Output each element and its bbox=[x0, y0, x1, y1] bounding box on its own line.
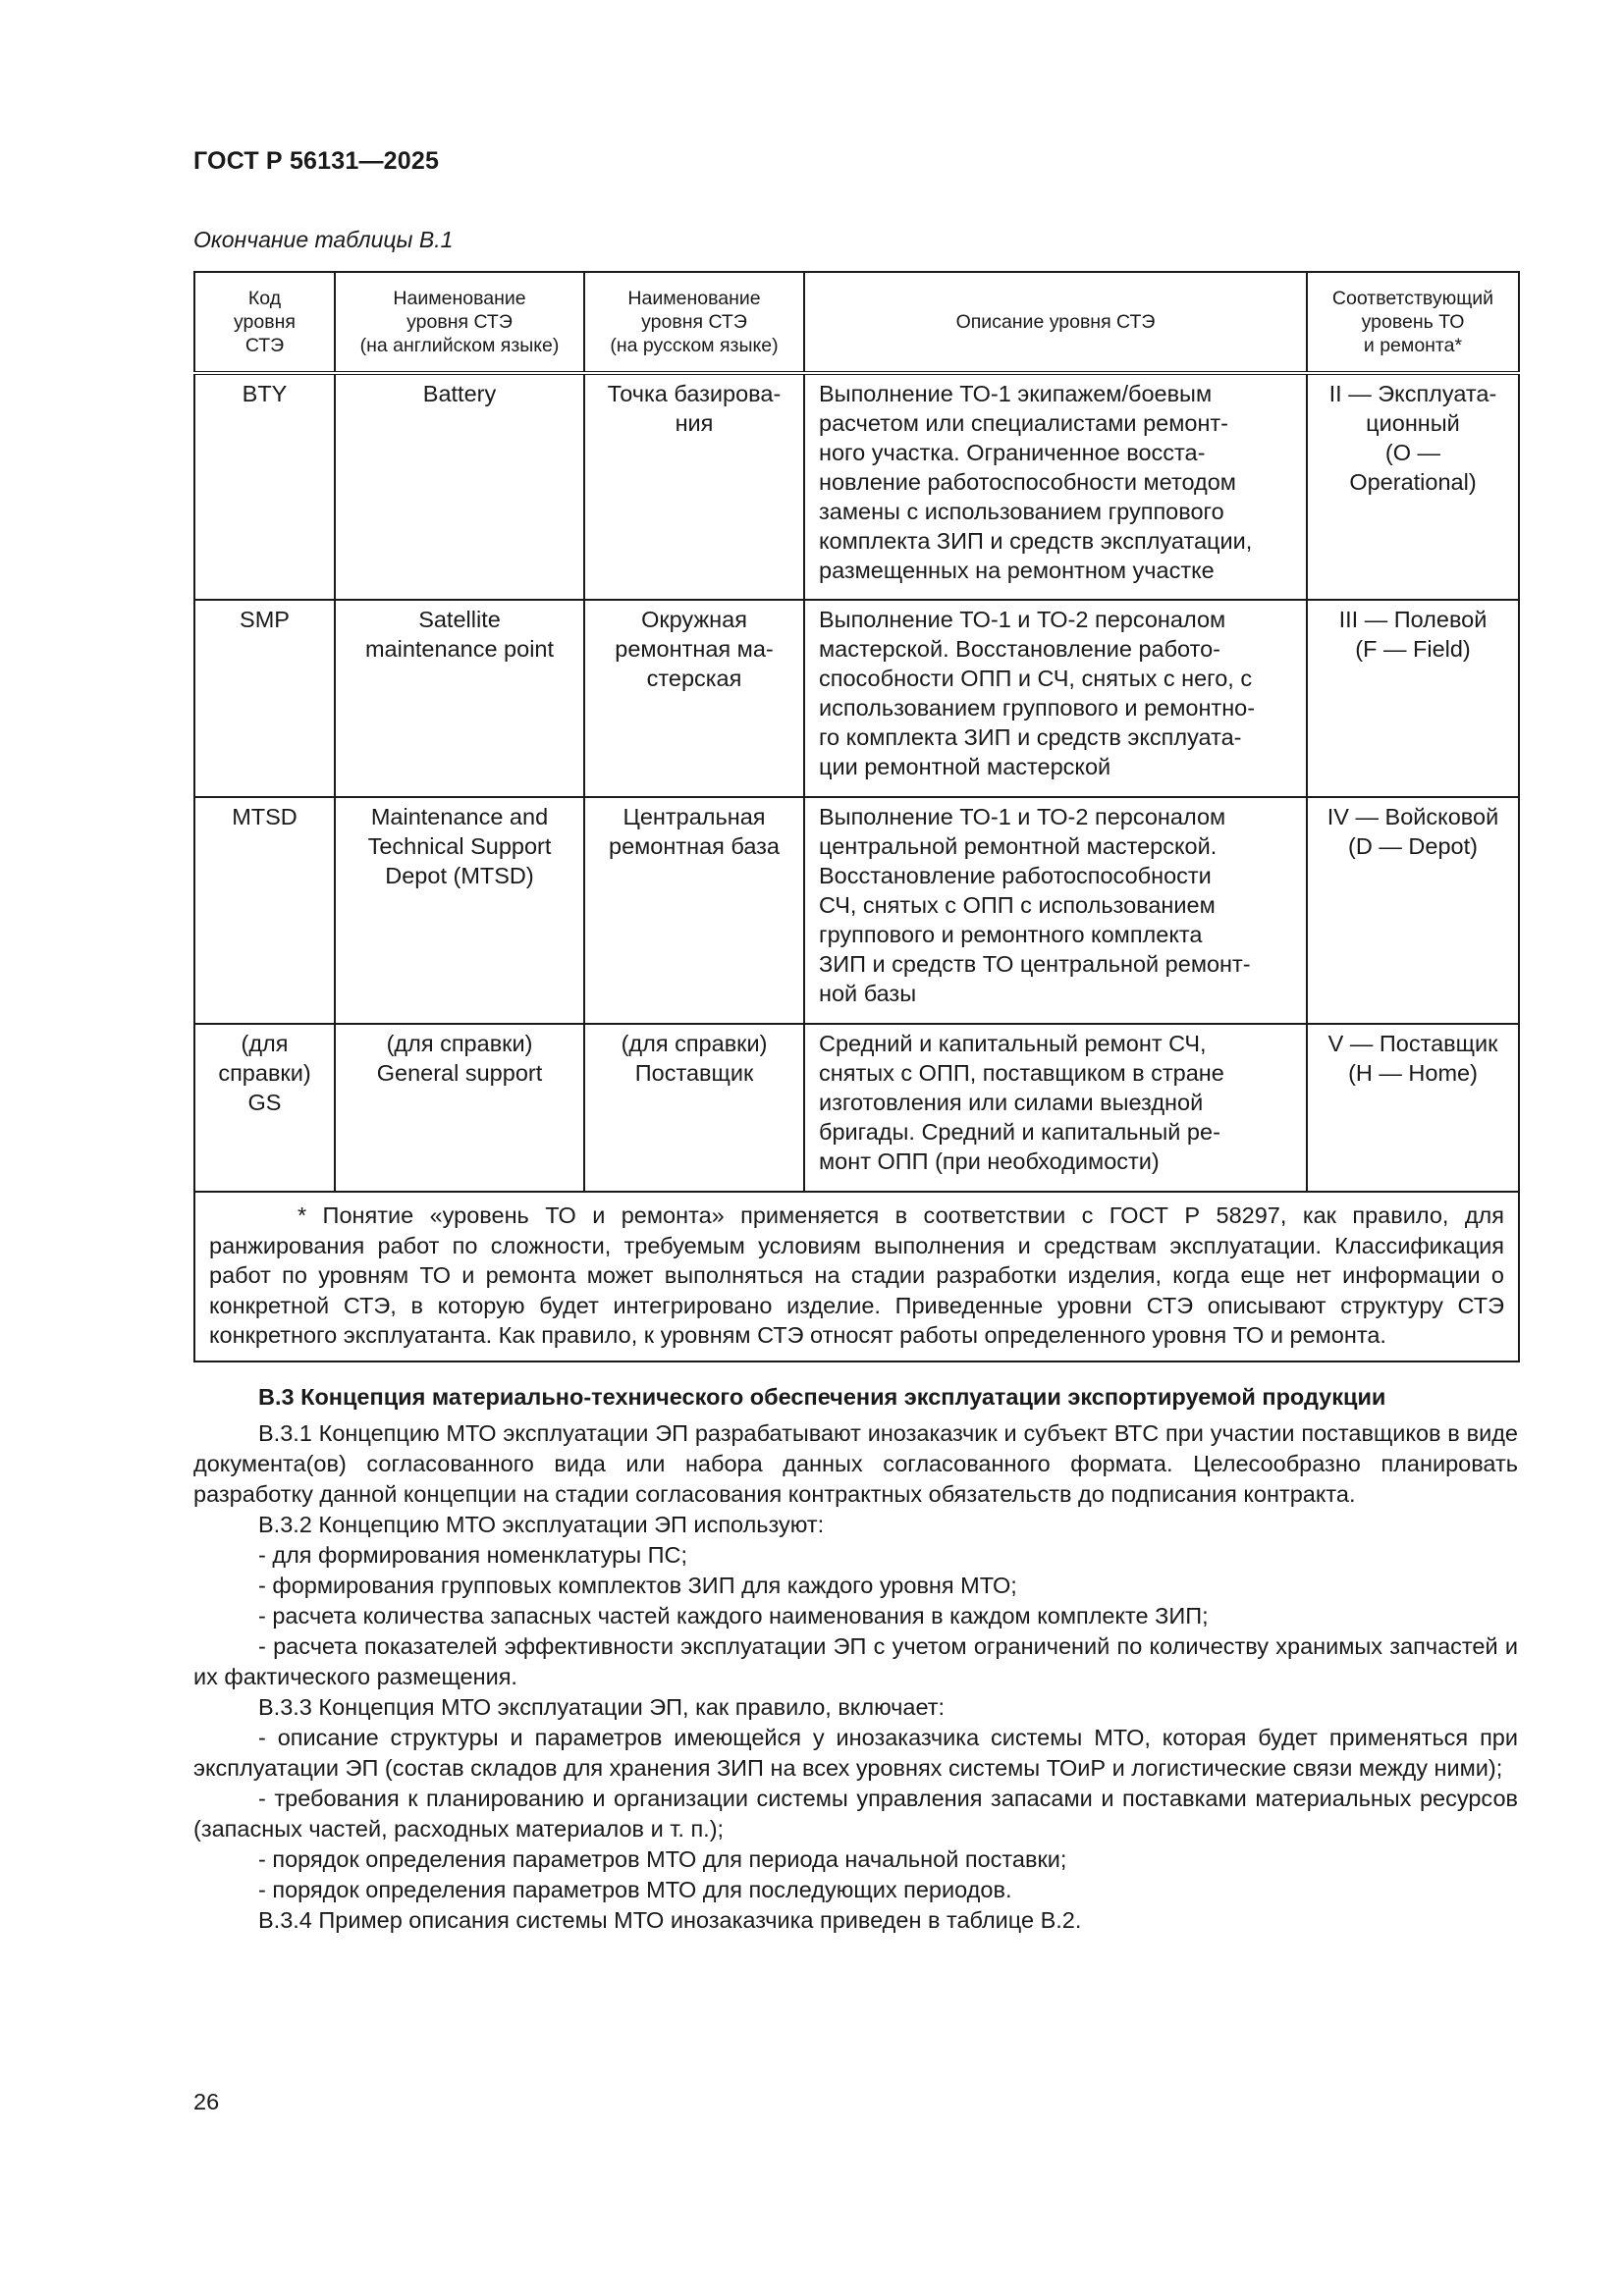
cell-line: Точка базирова- bbox=[607, 381, 782, 406]
list-item: - расчета количества запасных частей каждого наименования в каждом комплекте ЗИП; bbox=[258, 1603, 1209, 1629]
cell-line: ной базы bbox=[819, 981, 917, 1006]
cell-line: Наименование bbox=[627, 288, 761, 309]
cell-line: использованием группового и ремонтно- bbox=[819, 695, 1256, 721]
cell-line: ЗИП и средств ТО центральной ремонт- bbox=[819, 951, 1251, 977]
cell-code bbox=[194, 1024, 335, 1192]
cell-line: (О — bbox=[1384, 440, 1441, 465]
cell-line: и ремонта* bbox=[1363, 335, 1463, 356]
cell-name-ru bbox=[584, 373, 804, 600]
table-header-row bbox=[194, 272, 1519, 373]
cell-code bbox=[194, 797, 335, 1024]
cell-line: (H — Home) bbox=[1348, 1060, 1478, 1086]
cell-line: II — Эксплуата- bbox=[1328, 381, 1497, 406]
cell-line: ния bbox=[675, 410, 714, 436]
cell-name-en bbox=[335, 1024, 584, 1192]
cell-line: Соответствующий bbox=[1331, 288, 1494, 309]
cell-line: монт ОПП (при необходимости) bbox=[819, 1148, 1160, 1174]
cell-line: справки) bbox=[218, 1060, 311, 1086]
cell-line: ремонтная ма- bbox=[615, 636, 774, 662]
table-row bbox=[194, 373, 1519, 600]
cell-name-en bbox=[335, 797, 584, 1024]
header-maintenance-level bbox=[1307, 272, 1519, 373]
cell-line: (D — Depot) bbox=[1348, 833, 1478, 859]
cell-line: комплекта ЗИП и средств эксплуатации, bbox=[819, 528, 1253, 554]
paragraph: В.3.1 Концепцию МТО эксплуатации ЭП разрабатывают инозаказчик и субъект ВТС при участии поставщиков в виде документа(ов) согласованного вида или набора данных согласованного формата. Целесообразно планировать разработку данной концепции на стадии согласования контрактных обязательств до подписания контракта. bbox=[193, 1420, 1518, 1507]
cell-line: maintenance point bbox=[364, 636, 555, 662]
cell-line: Центральная bbox=[623, 804, 766, 829]
list-item: - порядок определения параметров МТО для последующих периодов. bbox=[258, 1877, 1012, 1902]
list-item: - описание структуры и параметров имеющейся у инозаказчика системы МТО, которая будет применяться при эксплуатации ЭП (состав складов для хранения ЗИП на всех уровнях системы ТОиР и логистические связи между ними); bbox=[193, 1725, 1518, 1781]
page-number: 26 bbox=[193, 2089, 220, 2114]
table-row bbox=[194, 797, 1519, 1024]
table-footnote bbox=[194, 1192, 1519, 1362]
cell-line: снятых с ОПП, поставщиком в стране bbox=[819, 1060, 1224, 1086]
cell-line: мастерской. Восстановление работо- bbox=[819, 636, 1221, 662]
cell-line: Код bbox=[247, 288, 282, 309]
cell-description bbox=[804, 600, 1307, 797]
cell-description bbox=[804, 373, 1307, 600]
cell-description bbox=[804, 797, 1307, 1024]
cell-line: (для справки) bbox=[621, 1031, 768, 1056]
footnote-text: * Понятие «уровень ТО и ремонта» применяется в соответствии с ГОСТ Р 58297, как правило, для ранжирования работ по сложности, требуемым условиям выполнения и средствам эксплуатации. Классификация работ по уровням ТО и ремонта может выполняться на стадии разработки изделия, когда еще нет информации о конкретной СТЭ, в которую будет интегрировано изделие. Приведенные уровни СТЭ описывают структуру СТЭ конкретного эксплуатанта. Как правило, к уровням СТЭ относят работы определенного уровня ТО и ремонта. bbox=[209, 1202, 1504, 1348]
paragraph: В.3.4 Пример описания системы МТО инозаказчика приведен в таблице В.2. bbox=[258, 1907, 1082, 1933]
list-item: - для формирования номенклатуры ПС; bbox=[258, 1542, 688, 1568]
cell-line: го комплекта ЗИП и средств эксплуата- bbox=[819, 724, 1242, 750]
cell-name-en bbox=[335, 600, 584, 797]
list-item: - формирования групповых комплектов ЗИП для каждого уровня МТО; bbox=[258, 1573, 1017, 1598]
header-description bbox=[804, 272, 1307, 373]
list-item: - требования к планированию и организации системы управления запасами и поставками материальных ресурсов (запасных частей, расходных материалов и т. п.); bbox=[193, 1786, 1518, 1842]
cell-name-ru bbox=[584, 797, 804, 1024]
section-title: В.3 Концепция материально-технического обеспечения эксплуатации экспортируемой продукции bbox=[258, 1384, 1386, 1410]
section-b3 bbox=[193, 1382, 1518, 1936]
paragraph: В.3.3 Концепция МТО эксплуатации ЭП, как правило, включает: bbox=[258, 1694, 946, 1720]
cell-maintenance-level bbox=[1307, 373, 1519, 600]
cell-line: СЧ, снятых с ОПП с использованием bbox=[819, 892, 1216, 918]
paragraph: В.3.2 Концепцию МТО эксплуатации ЭП используют: bbox=[258, 1512, 825, 1537]
ste-levels-table bbox=[193, 271, 1520, 1362]
cell-line: Operational) bbox=[1349, 469, 1477, 495]
cell-line: Средний и капитальный ремонт СЧ, bbox=[819, 1031, 1207, 1056]
table-caption: Окончание таблицы В.1 bbox=[193, 227, 454, 252]
cell-line: Наименование bbox=[393, 288, 526, 309]
cell-line: (для справки) bbox=[386, 1031, 533, 1056]
cell-line: (F — Field) bbox=[1355, 636, 1471, 662]
cell-line: ремонтная база bbox=[609, 833, 780, 859]
cell-line: уровня СТЭ bbox=[641, 311, 747, 333]
cell-description bbox=[804, 1024, 1307, 1192]
cell-line: Поставщик bbox=[634, 1060, 754, 1086]
cell-line: центральной ремонтной мастерской. bbox=[819, 833, 1218, 859]
cell-code bbox=[194, 373, 335, 600]
table-row bbox=[194, 600, 1519, 797]
table-footnote-row bbox=[194, 1192, 1519, 1362]
cell-line: IV — Войсковой bbox=[1326, 804, 1499, 829]
document-code: ГОСТ Р 56131—2025 bbox=[193, 147, 440, 175]
cell-line: Восстановление работоспособности bbox=[819, 863, 1212, 888]
cell-name-ru bbox=[584, 600, 804, 797]
cell-line: уровень ТО bbox=[1361, 311, 1465, 333]
cell-line: уровня СТЭ bbox=[406, 311, 513, 333]
list-item: - порядок определения параметров МТО для периода начальной поставки; bbox=[258, 1846, 1067, 1872]
cell-line: BTY bbox=[242, 381, 288, 406]
cell-line: стерская bbox=[646, 666, 742, 691]
cell-line: Technical Support bbox=[367, 833, 552, 859]
table-row bbox=[194, 1024, 1519, 1192]
cell-line: Depot (MTSD) bbox=[385, 863, 534, 888]
header-name-ru bbox=[584, 272, 804, 373]
cell-line: (на английском языке) bbox=[359, 335, 560, 356]
cell-line: MTSD bbox=[232, 804, 298, 829]
header-code bbox=[194, 272, 335, 373]
header-name-en bbox=[335, 272, 584, 373]
cell-line: Описание уровня СТЭ bbox=[955, 311, 1156, 333]
cell-code bbox=[194, 600, 335, 797]
cell-line: Satellite bbox=[418, 607, 501, 632]
cell-line: (для bbox=[241, 1031, 289, 1056]
cell-line: SMP bbox=[240, 607, 290, 632]
list-item: - расчета показателей эффективности эксплуатации ЭП с учетом ограничений по количеству хранимых запчастей и их фактического размещения. bbox=[193, 1633, 1518, 1689]
cell-line: ционный bbox=[1366, 410, 1460, 436]
cell-line: уровня bbox=[234, 311, 296, 333]
cell-line: группового и ремонтного комплекта bbox=[819, 922, 1203, 947]
cell-line: GS bbox=[247, 1090, 282, 1115]
cell-line: Выполнение ТО-1 экипажем/боевым bbox=[819, 381, 1213, 406]
cell-name-en bbox=[335, 373, 584, 600]
cell-line: ного участка. Ограниченное восста- bbox=[819, 440, 1206, 465]
cell-line: Maintenance and bbox=[370, 804, 549, 829]
cell-line: General support bbox=[376, 1060, 543, 1086]
cell-line: Окружная bbox=[641, 607, 747, 632]
cell-line: изготовления или силами выездной bbox=[819, 1090, 1204, 1115]
cell-line: (на русском языке) bbox=[610, 335, 779, 356]
cell-line: Battery bbox=[422, 381, 497, 406]
cell-line: Выполнение ТО-1 и ТО-2 персоналом bbox=[819, 607, 1226, 632]
cell-line: СТЭ bbox=[244, 335, 285, 356]
cell-line: Выполнение ТО-1 и ТО-2 персоналом bbox=[819, 804, 1226, 829]
cell-maintenance-level bbox=[1307, 600, 1519, 797]
cell-line: бригады. Средний и капитальный ре- bbox=[819, 1119, 1220, 1145]
cell-line: расчетом или специалистами ремонт- bbox=[819, 410, 1229, 436]
cell-line: III — Полевой bbox=[1338, 607, 1488, 632]
cell-line: новление работоспособности методом bbox=[819, 469, 1236, 495]
cell-line: размещенных на ремонтном участке bbox=[819, 558, 1215, 583]
cell-line: замены с использованием группового bbox=[819, 499, 1224, 524]
cell-line: V — Поставщик bbox=[1327, 1031, 1498, 1056]
cell-maintenance-level bbox=[1307, 797, 1519, 1024]
cell-line: способности ОПП и СЧ, снятых с него, с bbox=[819, 666, 1253, 691]
cell-line: ции ремонтной мастерской bbox=[819, 754, 1111, 779]
cell-maintenance-level bbox=[1307, 1024, 1519, 1192]
cell-name-ru bbox=[584, 1024, 804, 1192]
